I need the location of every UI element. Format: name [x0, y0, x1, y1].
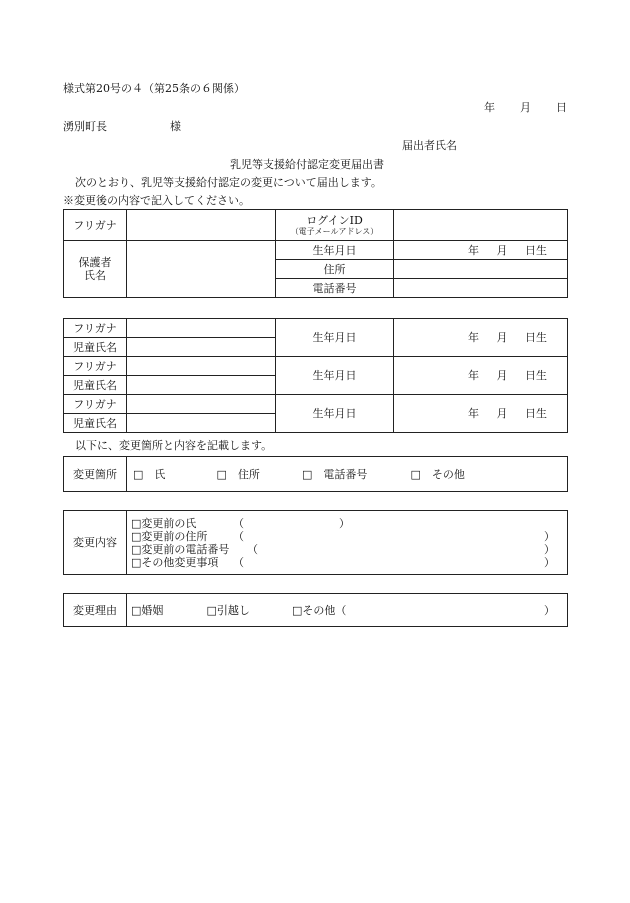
- change-location-label: 変更箇所: [64, 457, 127, 492]
- child-3-furigana-label: フリガナ: [64, 395, 127, 414]
- other-change-close-paren: ）: [544, 555, 555, 569]
- form-number: 様式第20号の４（第25条の６関係）: [63, 82, 245, 95]
- prev-address-checkbox[interactable]: □変更前の住所: [131, 529, 208, 543]
- prev-name-checkbox[interactable]: □変更前の氏: [131, 516, 197, 530]
- prev-address-close-paren: ）: [544, 529, 555, 543]
- prev-name-close-paren: ）: [339, 516, 350, 530]
- guardian-table: [63, 209, 568, 298]
- child-2-name-field[interactable]: [127, 376, 276, 395]
- child-3-birth-field[interactable]: [394, 395, 568, 433]
- child-1-furigana-label: フリガナ: [64, 319, 127, 338]
- child-1-name-field[interactable]: [127, 338, 276, 357]
- child-3-birth-label: 生年月日: [276, 395, 394, 433]
- child-1-name-label: 児童氏名: [64, 338, 127, 357]
- addressee: 湧別町長: [63, 120, 107, 133]
- child-2-birth-field[interactable]: [394, 357, 568, 395]
- child-2-birth-label: 生年月日: [276, 357, 394, 395]
- change-location-address-checkbox[interactable]: □ 住所: [216, 467, 260, 481]
- date-month-label: 月: [520, 101, 531, 114]
- change-location-table: [63, 456, 568, 492]
- children-table: [63, 318, 568, 433]
- change-location-other-checkbox[interactable]: □ その他: [410, 467, 465, 481]
- change-location-options: [127, 457, 568, 492]
- child-1-birth-day: 日生: [525, 331, 547, 344]
- prev-phone-close-paren: ）: [544, 542, 555, 556]
- child-3-birth-day: 日生: [525, 407, 547, 420]
- change-reason-table: [63, 593, 568, 627]
- prev-name-open-paren: （: [233, 516, 244, 530]
- child-2-birth-day: 日生: [525, 369, 547, 382]
- child-1-birth-year: 年: [468, 331, 479, 344]
- change-content-lines: [127, 511, 568, 575]
- reason-marriage-checkbox[interactable]: □婚姻: [131, 603, 164, 617]
- child-3-name-label: 児童氏名: [64, 414, 127, 433]
- login-id-sublabel: （電子メールアドレス）: [290, 226, 379, 236]
- guardian-birth-year: 年: [468, 243, 479, 257]
- intro-text: 次のとおり、乳児等支援給付認定の変更について届出します。: [75, 176, 382, 189]
- reason-other-close-paren: ）: [544, 604, 555, 617]
- change-content-table: [63, 510, 568, 575]
- change-content-line-phone[interactable]: [131, 543, 563, 556]
- other-change-checkbox[interactable]: □その他変更事項: [131, 555, 219, 569]
- guardian-birth-month: 月: [496, 243, 508, 257]
- guardian-furigana-field[interactable]: [127, 210, 276, 241]
- child-2-birth-month: 月: [496, 369, 508, 382]
- guardian-address-field[interactable]: [394, 260, 568, 279]
- child-1-furigana-field[interactable]: [127, 319, 276, 338]
- login-id-field[interactable]: [394, 210, 568, 241]
- change-reason-label: 変更理由: [64, 594, 127, 627]
- change-reason-options: [127, 594, 568, 627]
- child-1-birth-month: 月: [496, 331, 508, 344]
- child-2-name-label: 児童氏名: [64, 376, 127, 395]
- change-intro-text: 以下に、変更箇所と内容を記載します。: [75, 439, 273, 452]
- change-location-name-checkbox[interactable]: □ 氏: [133, 467, 166, 481]
- guardian-birth-day: 日生: [525, 243, 547, 257]
- guardian-furigana-label: フリガナ: [64, 210, 127, 241]
- guardian-address-label: 住所: [276, 260, 394, 279]
- applicant-name-label: 届出者氏名: [402, 139, 457, 152]
- guardian-phone-label: 電話番号: [276, 279, 394, 298]
- reason-moving-checkbox[interactable]: □引越し: [206, 603, 250, 617]
- guardian-name-field[interactable]: [127, 241, 276, 298]
- addressee-honorific: 様: [170, 120, 181, 133]
- change-content-line-address[interactable]: [131, 530, 563, 543]
- child-3-name-field[interactable]: [127, 414, 276, 433]
- guardian-name-label-2: 氏名: [84, 269, 106, 282]
- child-2-birth-year: 年: [468, 369, 479, 382]
- guardian-name-label-1: 保護者: [78, 256, 112, 269]
- change-content-label: 変更内容: [64, 511, 127, 575]
- date-year-label: 年: [484, 101, 495, 114]
- guardian-phone-field[interactable]: [394, 279, 568, 298]
- reason-other-checkbox[interactable]: □その他（: [292, 603, 347, 617]
- child-2-furigana-label: フリガナ: [64, 357, 127, 376]
- note-text: ※変更後の内容で記入してください。: [63, 194, 250, 207]
- guardian-birth-label: 生年月日: [276, 241, 394, 260]
- guardian-name-label-cell: [64, 241, 127, 298]
- child-1-birth-label: 生年月日: [276, 319, 394, 357]
- child-1-birth-field[interactable]: [394, 319, 568, 357]
- login-id-label-cell: [276, 210, 394, 241]
- date-day-label: 日: [556, 101, 567, 114]
- child-3-furigana-field[interactable]: [127, 395, 276, 414]
- login-id-label: ログインID: [306, 213, 363, 227]
- child-3-birth-year: 年: [468, 407, 479, 420]
- prev-phone-checkbox[interactable]: □変更前の電話番号: [131, 542, 230, 556]
- other-change-open-paren: （: [233, 555, 244, 569]
- child-2-furigana-field[interactable]: [127, 357, 276, 376]
- change-content-line-other[interactable]: [131, 556, 563, 569]
- change-content-line-name[interactable]: [131, 517, 563, 530]
- guardian-birth-field[interactable]: [394, 241, 568, 260]
- page-title: 乳児等支援給付認定変更届出書: [230, 158, 384, 171]
- prev-address-open-paren: （: [233, 529, 244, 543]
- prev-phone-open-paren: （: [247, 542, 258, 556]
- change-location-phone-checkbox[interactable]: □ 電話番号: [302, 467, 368, 481]
- child-3-birth-month: 月: [496, 407, 508, 420]
